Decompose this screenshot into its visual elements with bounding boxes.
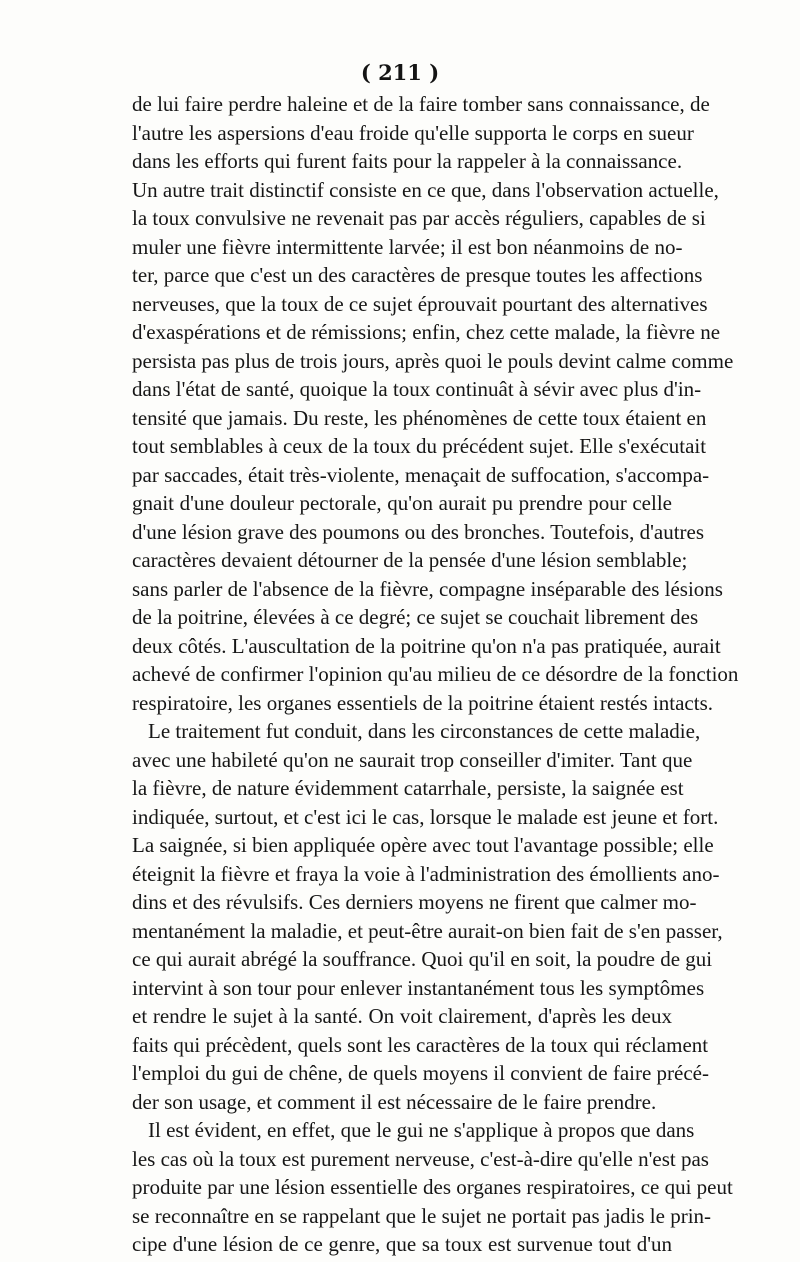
text-line: d'une lésion grave des poumons ou des bronches. Toutefois, d'autres xyxy=(132,519,705,544)
body-text xyxy=(132,90,739,1259)
text-line: par saccades, était très-violente, menaçait de suffocation, s'accompa- xyxy=(132,462,710,487)
text-line: et rendre le sujet à la santé. On voit clairement, d'après les deux xyxy=(132,1004,672,1028)
text-line: mentanément la maladie, et peut-être aurait-on bien fait de s'en passer, xyxy=(132,918,723,943)
text-line: avec une habileté qu'on ne saurait trop conseiller d'imiter. Tant que xyxy=(132,747,693,772)
text-line: de la poitrine, élevées à ce degré; ce sujet se couchait librement des xyxy=(132,605,699,629)
text-line: nerveuses, que la toux de ce sujet éprouvait pourtant des alternatives xyxy=(132,291,708,316)
text-line: produite par une lésion essentielle des organes respiratoires, ce qui peut xyxy=(132,1175,733,1199)
text-line: ter, parce que c'est un des caractères de presque toutes les affections xyxy=(132,263,703,287)
text-line: ce qui aurait abrégé la souffrance. Quoi qu'il en soit, la poudre de gui xyxy=(132,947,713,971)
text-line: Un autre trait distinctif consiste en ce que, dans l'observation actuelle, xyxy=(132,177,719,202)
text-line: d'exaspérations et de rémissions; enfin, chez cette malade, la fièvre ne xyxy=(132,320,721,344)
text-line: de lui faire perdre haleine et de la faire tomber sans connaissance, de xyxy=(132,92,710,116)
text-line: La saignée, si bien appliquée opère avec tout l'avantage possible; elle xyxy=(132,833,714,857)
text-line: cipe d'une lésion de ce genre, que sa toux est survenue tout d'un xyxy=(132,1232,672,1256)
text-line: la fièvre, de nature évidemment catarrhale, persiste, la saignée est xyxy=(132,776,684,800)
text-line: muler une fièvre intermittente larvée; il est bon néanmoins de no- xyxy=(132,234,683,259)
text-line: der son usage, et comment il est nécessaire de le faire prendre. xyxy=(132,1089,657,1114)
text-line: dans l'état de santé, quoique la toux continuât à sévir avec plus d'in- xyxy=(132,377,702,401)
text-line: intervint à son tour pour enlever instantanément tous les symptômes xyxy=(132,975,705,1000)
text-line: faits qui précèdent, quels sont les caractères de la toux qui réclament xyxy=(132,1032,709,1057)
text-line: éteignit la fièvre et fraya la voie à l'administration des émollients ano- xyxy=(132,861,720,886)
text-line: dins et des révulsifs. Ces derniers moyens ne firent que calmer mo- xyxy=(132,890,697,914)
text-line: Il est évident, en effet, que le gui ne s'applique à propos que dans xyxy=(148,1118,695,1142)
text-line: sans parler de l'absence de la fièvre, compagne inséparable des lésions xyxy=(132,576,723,601)
text-line: tensité que jamais. Du reste, les phénomènes de cette toux étaient en xyxy=(132,405,707,430)
text-line: les cas où la toux est purement nerveuse, c'est-à-dire qu'elle n'est pas xyxy=(132,1146,709,1171)
text-line: Le traitement fut conduit, dans les circonstances de cette maladie, xyxy=(148,719,701,743)
text-line: deux côtés. L'auscultation de la poitrine qu'on n'a pas pratiquée, aurait xyxy=(132,633,721,658)
page-number: ( 211 ) xyxy=(360,60,440,85)
text-line: se reconnaître en se rappelant que le sujet ne portait pas jadis le prin- xyxy=(132,1203,712,1228)
text-line: respiratoire, les organes essentiels de la poitrine étaient restés intacts. xyxy=(132,690,713,715)
text-line: dans les efforts qui furent faits pour la rappeler à la connaissance. xyxy=(132,149,683,173)
text-line: caractères devaient détourner de la pensée d'une lésion semblable; xyxy=(132,548,688,572)
text-line: l'autre les aspersions d'eau froide qu'elle supporta le corps en sueur xyxy=(132,120,694,145)
text-line: indiquée, surtout, et c'est ici le cas, lorsque le malade est jeune et fort. xyxy=(132,804,719,829)
text-line: gnait d'une douleur pectorale, qu'on aurait pu prendre pour celle xyxy=(132,491,672,515)
text-line: la toux convulsive ne revenait pas par accès réguliers, capables de si xyxy=(132,206,706,230)
text-line: tout semblables à ceux de la toux du précédent sujet. Elle s'exécutait xyxy=(132,434,707,458)
text-line: achevé de confirmer l'opinion qu'au milieu de ce désordre de la fonction xyxy=(132,662,739,686)
text-line: persista pas plus de trois jours, après quoi le pouls devint calme comme xyxy=(132,348,734,373)
text-line: l'emploi du gui de chêne, de quels moyens il convient de faire précé- xyxy=(132,1061,709,1085)
